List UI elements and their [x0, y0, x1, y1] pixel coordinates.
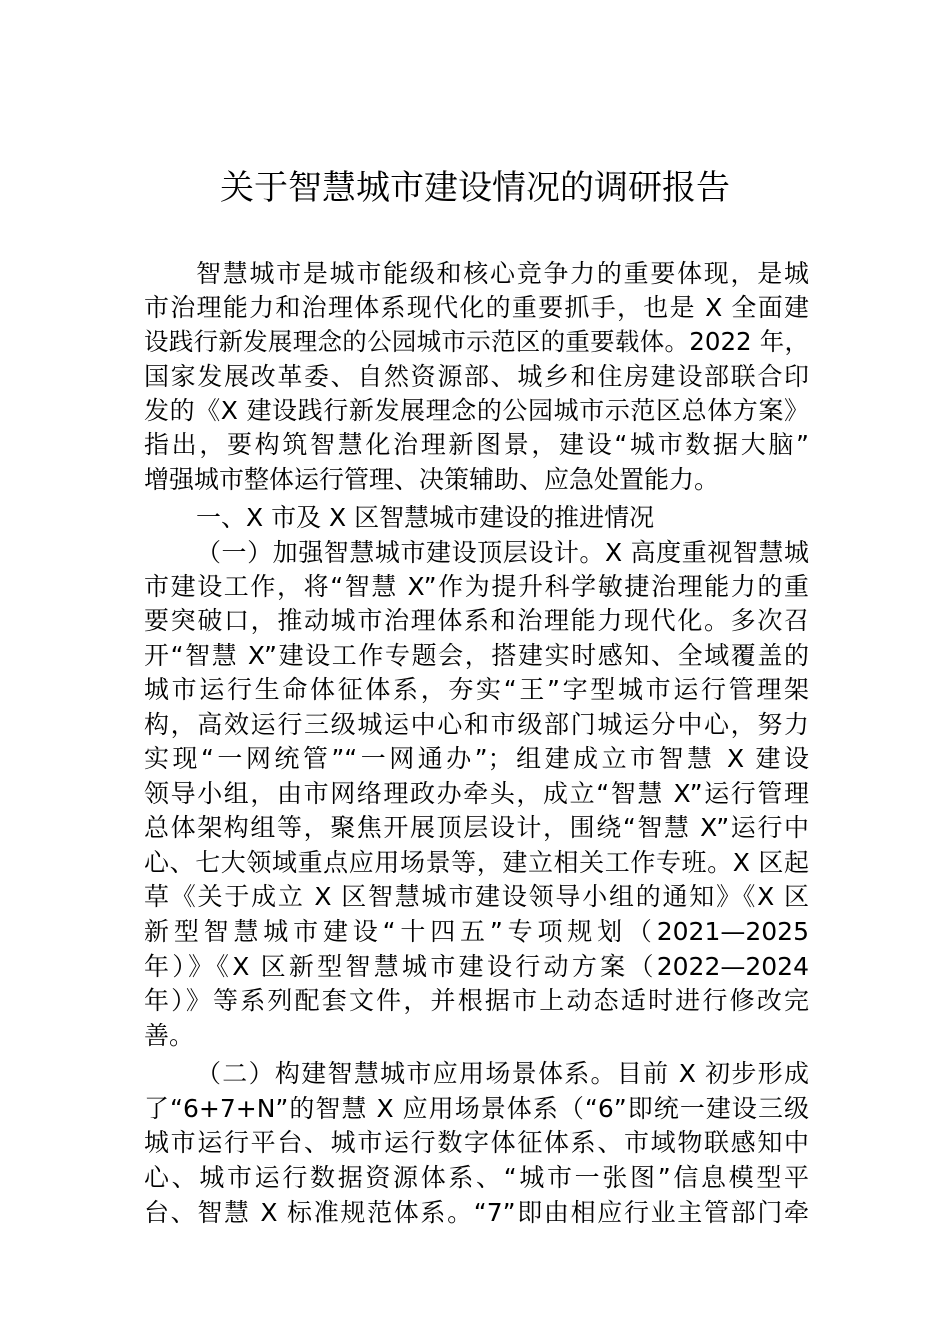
paragraph-line: 实现“一网统管”“一网通办”；组建成立市智慧 X 建设 [144, 744, 809, 773]
paragraph-line: 总体架构组等，聚焦开展顶层设计，围绕“智慧 X”运行中 [144, 813, 809, 842]
paragraph-line: 开“智慧 X”建设工作专题会，搭建实时感知、全域覆盖的 [144, 641, 809, 670]
paragraph-line: 善。 [144, 1021, 195, 1050]
paragraph-line: 指出，要构筑智慧化治理新图景，建设“城市数据大脑” [144, 430, 809, 459]
paragraph-line: 市建设工作，将“智慧 X”作为提升科学敏捷治理能力的重 [144, 572, 809, 601]
paragraph-line: 领导小组，由市网络理政办牵头，成立“智慧 X”运行管理 [144, 779, 809, 808]
paragraph-line: 要突破口，推动城市治理体系和治理能力现代化。多次召 [144, 606, 809, 635]
paragraph-line: 构，高效运行三级城运中心和市级部门城运分中心，努力 [144, 710, 809, 739]
paragraph-line: 心、七大领域重点应用场景等，建立相关工作专班。X 区起 [144, 848, 809, 877]
paragraph-line: 市治理能力和治理体系现代化的重要抓手，也是 X 全面建 [144, 293, 809, 322]
paragraph-line: 年）》等系列配套文件，并根据市上动态适时进行修改完 [144, 986, 809, 1015]
paragraph-line: 城市运行生命体征体系，夯实“王”字型城市运行管理架 [144, 675, 809, 704]
paragraph-line: 心、城市运行数据资源体系、“城市一张图”信息模型平 [144, 1163, 809, 1192]
section-heading: 一、X 市及 X 区智慧城市建设的推进情况 [196, 503, 655, 532]
paragraph-line: 智慧城市是城市能级和核心竞争力的重要体现，是城 [196, 259, 809, 288]
paragraph-line: 了“6+7+N”的智慧 X 应用场景体系（“6”即统一建设三级 [144, 1094, 809, 1123]
paragraph-line: （二）构建智慧城市应用场景体系。目前 X 初步形成 [196, 1059, 809, 1088]
paragraph-line: 新型智慧城市建设“十四五”专项规划（2021—2025 [144, 917, 809, 946]
paragraph-line: 年）》《X 区新型智慧城市建设行动方案（2022—2024 [144, 952, 809, 981]
document-title: 关于智慧城市建设情况的调研报告 [220, 168, 730, 208]
paragraph-line: 设践行新发展理念的公园城市示范区的重要载体。2022 年， [144, 327, 809, 356]
paragraph-line: 城市运行平台、城市运行数字体征体系、市域物联感知中 [144, 1128, 809, 1157]
paragraph-line: （一）加强智慧城市建设顶层设计。X 高度重视智慧城 [196, 538, 809, 567]
paragraph-line: 增强城市整体运行管理、决策辅助、应急处置能力。 [144, 465, 720, 494]
paragraph-line: 草《关于成立 X 区智慧城市建设领导小组的通知》《X 区 [144, 882, 809, 911]
paragraph-line: 台、智慧 X 标准规范体系。“7”即由相应行业主管部门牵 [144, 1198, 809, 1227]
paragraph-line: 国家发展改革委、自然资源部、城乡和住房建设部联合印 [144, 362, 809, 391]
paragraph-line: 发的《X 建设践行新发展理念的公园城市示范区总体方案》 [144, 396, 809, 425]
